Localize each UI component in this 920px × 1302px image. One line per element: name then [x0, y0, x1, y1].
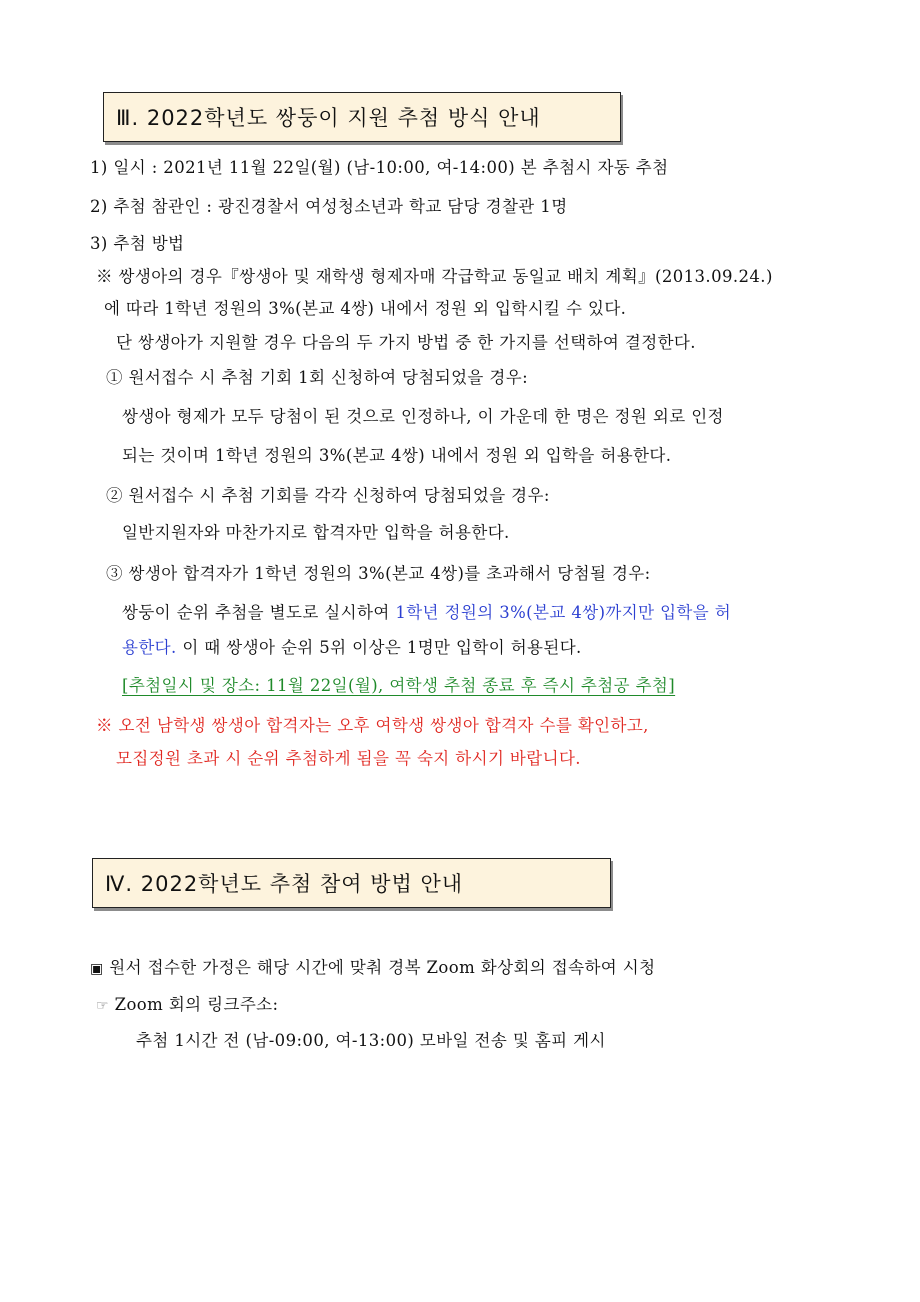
draw-schedule-note: [추첨일시 및 장소: 11월 22일(월), 여학생 추첨 종료 후 즉시 추첨공 추첨]	[122, 676, 676, 695]
option3-line1-text: 쌍둥이 순위 추첨을 별도로 실시하여	[122, 603, 396, 622]
square-bullet-icon: ▣	[90, 961, 104, 977]
option2-line1: 일반지원자와 마찬가지로 합격자만 입학을 허용한다.	[122, 523, 510, 542]
method-item: 3) 추첨 방법	[90, 234, 185, 253]
twin-note-line2: 에 따라 1학년 정원의 3%(본교 4쌍) 내에서 정원 외 입학시킬 수 있다.	[104, 299, 627, 318]
zoom-link-label	[96, 994, 278, 1017]
pointing-hand-icon: ☞	[96, 998, 109, 1014]
option3-line2	[122, 637, 582, 659]
option3-title: ③ 쌍생아 합격자가 1학년 정원의 3%(본교 4쌍)를 초과해서 당첨될 경우:	[106, 564, 651, 583]
section3-heading	[103, 92, 621, 142]
twin-note-line3: 단 쌍생아가 지원할 경우 다음의 두 가지 방법 중 한 가지를 선택하여 결정한다.	[116, 333, 696, 352]
warning-line2: 모집정원 초과 시 순위 추첨하게 됨을 꼭 숙지 하시기 바랍니다.	[116, 749, 581, 768]
zoom-instruction	[90, 957, 655, 980]
zoom-link-detail: 추첨 1시간 전 (남-09:00, 여-13:00) 모바일 전송 및 홈피 게시	[136, 1031, 606, 1050]
option1-line2: 되는 것이며 1학년 정원의 3%(본교 4쌍) 내에서 정원 외 입학을 허용한다.	[122, 446, 672, 465]
warning-line1: ※ 오전 남학생 쌍생아 합격자는 오후 여학생 쌍생아 합격자 수를 확인하고,	[96, 716, 649, 735]
zoom-link-label-text: Zoom 회의 링크주소:	[108, 995, 279, 1014]
option1-title: ① 원서접수 시 추첨 기회 1회 신청하여 당첨되었을 경우:	[106, 368, 529, 387]
section4-title: Ⅳ. 2022학년도 추첨 참여 방법 안내	[105, 872, 464, 896]
zoom-instruction-text: 원서 접수한 가정은 해당 시간에 맞춰 경복 Zoom 화상회의 접속하여 시청	[103, 958, 656, 977]
section4-heading	[92, 858, 611, 908]
quota-highlight: 1학년 정원의 3%(본교 4쌍)까지만 입학을 허	[395, 603, 732, 622]
quota-highlight-end: 용한다.	[122, 638, 177, 657]
schedule-item: 1) 일시 : 2021년 11월 22일(월) (남-10:00, 여-14:00) 본 추첨시 자동 추첨	[90, 158, 669, 177]
option3-line2-text: 이 때 쌍생아 순위 5위 이상은 1명만 입학이 허용된다.	[176, 638, 582, 657]
option1-line1: 쌍생아 형제가 모두 당첨이 된 것으로 인정하나, 이 가운데 한 명은 정원 외로 인정	[122, 407, 724, 426]
section3-title: Ⅲ. 2022학년도 쌍둥이 지원 추첨 방식 안내	[116, 106, 541, 130]
twin-note-line1: ※ 쌍생아의 경우『쌍생아 및 재학생 형제자매 각급학교 동일교 배치 계획』(2013.09.24.)	[96, 267, 773, 286]
observer-item: 2) 추첨 참관인 : 광진경찰서 여성청소년과 학교 담당 경찰관 1명	[90, 197, 568, 216]
option3-line1	[122, 602, 731, 624]
option2-title: ② 원서접수 시 추첨 기회를 각각 신청하여 당첨되었을 경우:	[106, 486, 550, 505]
